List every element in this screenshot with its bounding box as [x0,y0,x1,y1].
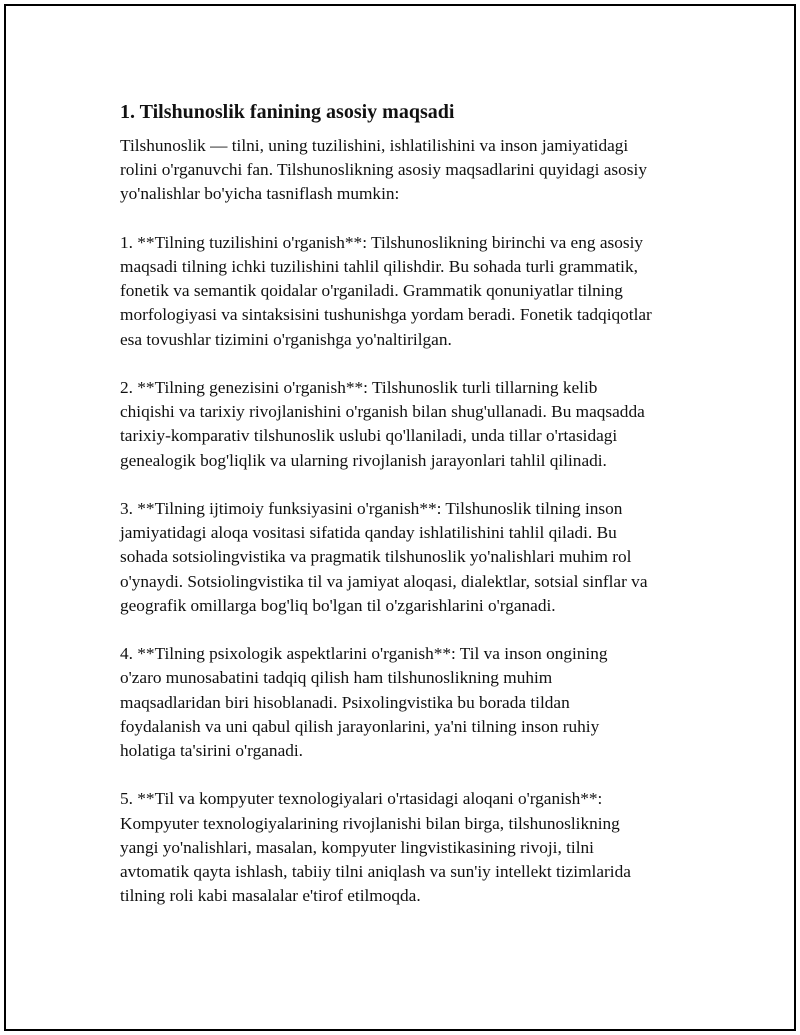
section-heading: 1. Tilshunoslik fanining asosiy maqsadi [120,101,455,123]
intro-paragraph: Tilshunoslik — tilni, uning tuzilishini, ishlatilishini va inson jamiyatidagi rolini o'rganuvchi fan. Tilshunoslikning asosiy maqsadlarini quyidagi asosiy yo'nalishlar bo'yicha tasniflash mumkin: [120,136,647,204]
list-item-psychological: 4. **Tilning psixologik aspektlarini o'rganish**: Til va inson ongining o'zaro munosabatini tadqiq qilish ham tilshunoslikning muhim maqsadlaridan biri hisoblanadi. Psixolingvistika bu borada tildan foydalanish va uni qabul qilish jarayonlarini, ya'ni tilning inson ruhiy holatiga ta'sirini o'rganadi. [120,644,608,761]
list-item-structure: 1. **Tilning tuzilishini o'rganish**: Tilshunoslikning birinchi va eng asosiy maqsadi tilning ichki tuzilishini tahlil qilishdir. Bu sohada turli grammatik, fonetik va semantik qoidalar o'rganiladi. Grammatik qonuniyatlar tilning morfologiyasi va sintaksisini tushunishga yordam beradi. Fonetik tadqiqotlar esa tovushlar tizimini o'rganishga yo'naltirilgan. [120,232,652,349]
document-body [120,99,700,933]
list-item-computer: 5. **Til va kompyuter texnologiyalari o'rtasidagi aloqani o'rganish**: Kompyuter texnologiyalarining rivojlanishi bilan birga, tilshunoslikning yangi yo'nalishlari, masalan, kompyuter lingvistikasining rivoji, tilni avtomatik qayta ishlash, tabiiy tilni aniqlash va sun'iy intellekt tizimlarida tilning roli kabi masalalar e'tirof etilmoqda. [120,789,631,906]
page-frame [4,4,796,1031]
list-item-social-function: 3. **Tilning ijtimoiy funksiyasini o'rganish**: Tilshunoslik tilning inson jamiyatidagi aloqa vositasi sifatida qanday ishlatilishini tahlil qiladi. Bu sohada sotsiolingvistika va pragmatik tilshunoslik yo'nalishlari muhim rol o'ynaydi. Sotsiolingvistika til va jamiyat aloqasi, dialektlar, sotsial sinflar va geografik omillarga bog'liq bo'lgan til o'zgarishlarini o'rganadi. [120,499,648,615]
list-item-genesis: 2. **Tilning genezisini o'rganish**: Tilshunoslik turli tillarning kelib chiqishi va tarixiy rivojlanishini o'rganish bilan shug'ullanadi. Bu maqsadda tarixiy-komparativ tilshunoslik uslubi qo'llaniladi, unda tillar o'rtasidagi genealogik bog'liqlik va ularning rivojlanish jarayonlari tahlil qilinadi. [120,378,645,470]
